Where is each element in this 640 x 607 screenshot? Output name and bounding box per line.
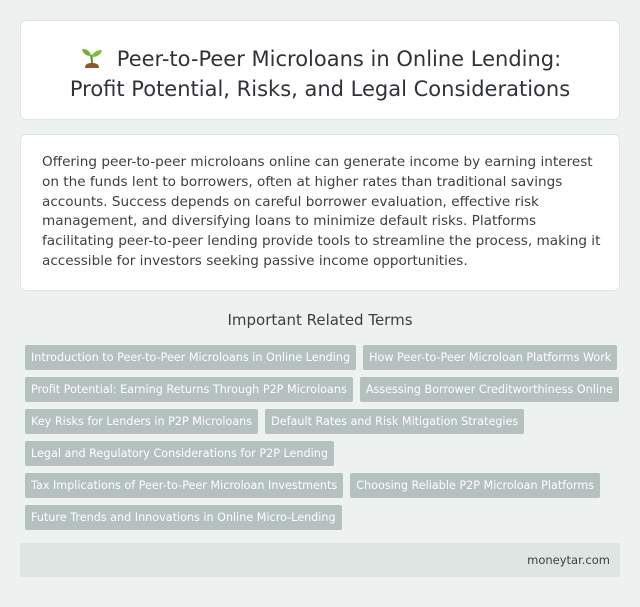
summary-card	[20, 134, 620, 291]
sprout-icon	[79, 47, 105, 69]
tag-row	[25, 409, 625, 434]
tag-row	[25, 441, 625, 466]
related-term-tag[interactable]: Legal and Regulatory Considerations for P2P Lending	[25, 441, 334, 466]
page-title	[41, 44, 599, 104]
related-term-tag[interactable]: How Peer-to-Peer Microloan Platforms Work	[363, 345, 617, 370]
related-term-tag[interactable]: Key Risks for Lenders in P2P Microloans	[25, 409, 258, 434]
footer-site-link[interactable]: moneytar.com	[527, 553, 610, 567]
related-term-tag[interactable]: Future Trends and Innovations in Online Micro-Lending	[25, 505, 342, 530]
tag-row	[25, 473, 625, 498]
tag-row	[25, 505, 625, 530]
tag-row	[25, 377, 625, 402]
related-term-tag[interactable]: Choosing Reliable P2P Microloan Platforms	[350, 473, 600, 498]
related-term-tag[interactable]: Tax Implications of Peer-to-Peer Microloan Investments	[25, 473, 343, 498]
tag-row	[25, 345, 625, 370]
summary-text: Offering peer-to-peer microloans online can generate income by earning interest on the funds lent to borrowers, often at higher rates than traditional savings accounts. Success depends on careful borrower evaluation, effective risk management, and diversifying loans to minimize default risks. Platforms facilitating peer-to-peer lending provide tools to streamline the process, making it accessible for investors seeking passive income opportunities.	[42, 154, 601, 269]
title-line-2: Profit Potential, Risks, and Legal Considerations	[69, 77, 571, 101]
footer	[20, 543, 620, 577]
related-term-tag[interactable]: Assessing Borrower Creditworthiness Online	[360, 377, 619, 402]
related-term-tag[interactable]: Profit Potential: Earning Returns Through P2P Microloans	[25, 377, 353, 402]
title-card	[20, 20, 620, 120]
related-term-tag[interactable]: Introduction to Peer-to-Peer Microloans in Online Lending	[25, 345, 356, 370]
related-terms-list	[25, 345, 625, 537]
related-term-tag[interactable]: Default Rates and Risk Mitigation Strategies	[265, 409, 524, 434]
related-terms-heading: Important Related Terms	[227, 311, 413, 329]
title-line-1: Peer-to-Peer Microloans in Online Lending:	[116, 47, 562, 71]
